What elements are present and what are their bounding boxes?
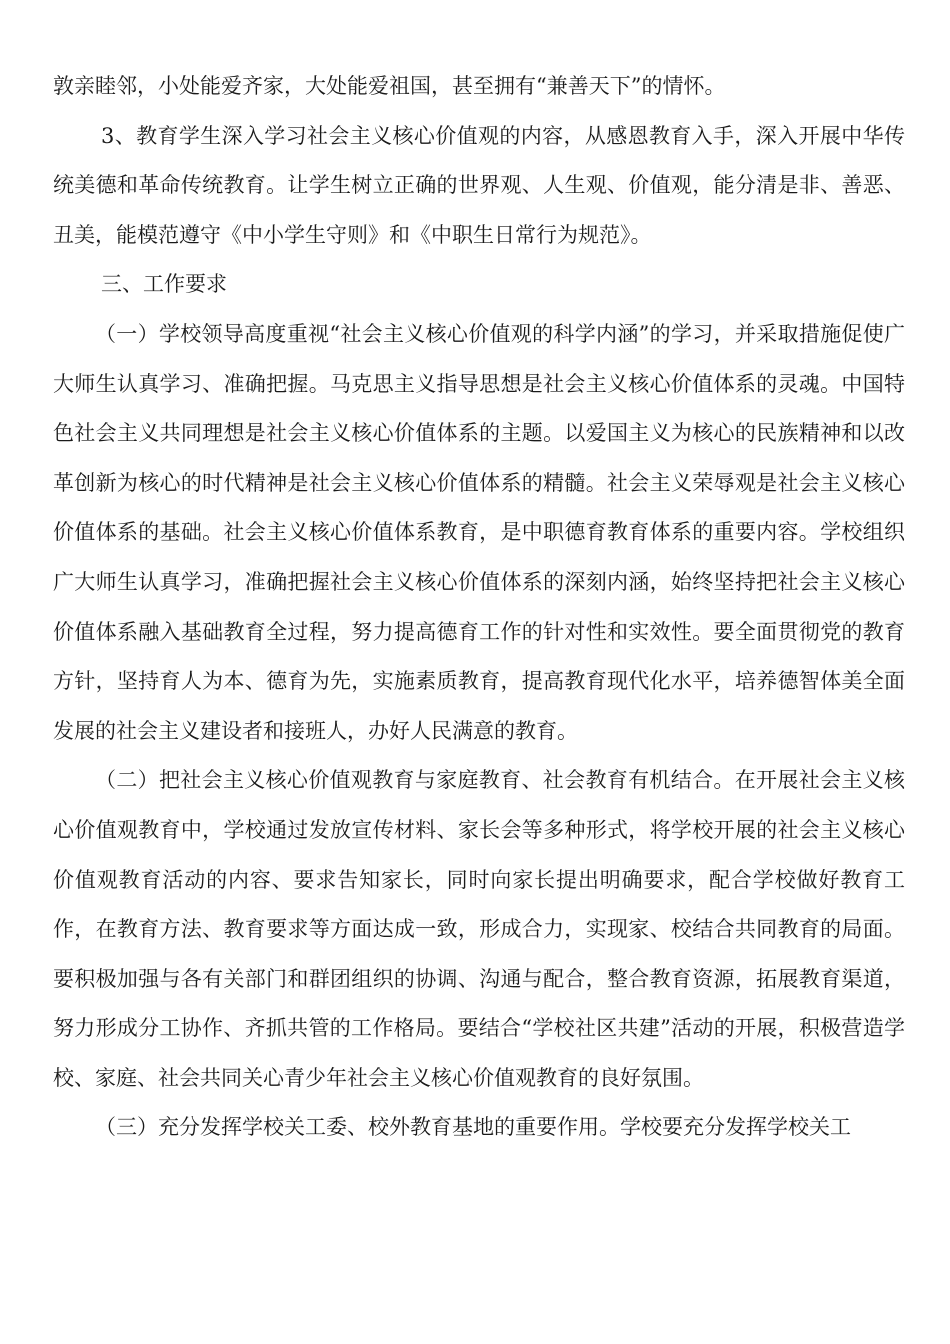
paragraph-requirement-2: （二）把社会主义核心价值观教育与家庭教育、社会教育有机结合。在开展社会主义核心价值观教育中，学校通过发放宣传材料、家长会等多种形式，将学校开展的社会主义核心价值观教育活动的内容、要求告知家长，同时向家长提出明确要求，配合学校做好教育工作，在教育方法、教育要求等方面达成一致，形成合力，实现家、校结合共同教育的局面。要积极加强与各有关部门和群团组织的协调、沟通与配合，整合教育资源，拓展教育渠道，努力形成分工协作、齐抓共管的工作格局。要结合“学校社区共建”活动的开展，积极营造学校、家庭、社会共同关心青少年社会主义核心价值观教育的良好氛围。 — [53, 768, 905, 1090]
paragraph-continuation: 敦亲睦邻，小处能爱齐家，大处能爱祖国，甚至拥有“兼善天下”的情怀。 — [53, 74, 726, 98]
section-heading-work-requirements: 三、工作要求 — [101, 272, 227, 297]
paragraph-requirement-1: （一）学校领导高度重视“社会主义核心价值观的科学内涵”的学习，并采取措施促使广大师生认真学习、准确把握。马克思主义指导思想是社会主义核心价值体系的灵魂。中国特色社会主义共同理想是社会主义核心价值体系的主题。以爱国主义为核心的民族精神和以改革创新为核心的时代精神是社会主义核心价值体系的精髓。社会主义荣辱观是社会主义核心价值体系的基础。社会主义核心价值体系教育，是中职德育教育体系的重要内容。学校组织广大师生认真学习，准确把握社会主义核心价值体系的深刻内涵，始终坚持把社会主义核心价值体系融入基础教育全过程，努力提高德育工作的针对性和实效性。要全面贯彻党的教育方针，坚持育人为本、德育为先，实施素质教育，提高教育现代化水平，培养德智体美全面发展的社会主义建设者和接班人，办好人民满意的教育。 — [53, 321, 905, 743]
paragraph-item-3: 3、教育学生深入学习社会主义核心价值观的内容，从感恩教育入手，深入开展中华传统美德和革命传统教育。让学生树立正确的世界观、人生观、价值观，能分清是非、善恶、丑美，能模范遵守《中小学生守则》和《中职生日常行为规范》。 — [53, 123, 905, 247]
paragraph-requirement-3: （三）充分发挥学校关工委、校外教育基地的重要作用。学校要充分发挥学校关工 — [95, 1115, 851, 1140]
document-body — [53, 62, 905, 1153]
